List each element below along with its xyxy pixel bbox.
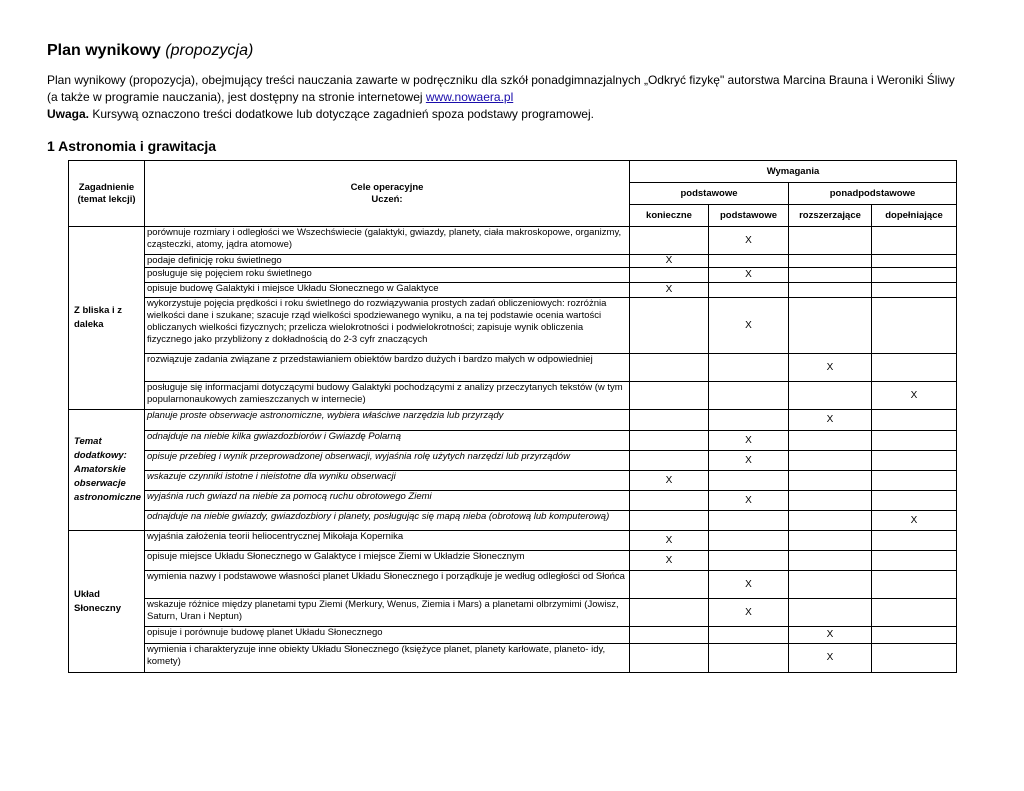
goal-cell: wyjaśnia założenia teorii heliocentrycznej Mikołaja Kopernika — [145, 531, 630, 551]
requirement-level-3-cell — [789, 571, 872, 599]
requirement-level-4-cell — [872, 627, 957, 644]
requirement-level-1-cell — [630, 451, 709, 471]
requirement-level-2-cell — [709, 511, 789, 531]
note-label: Uwaga. — [47, 107, 90, 121]
requirement-level-1-cell — [630, 491, 709, 511]
goal-cell: wyjaśnia ruch gwiazd na niebie za pomocą ruchu obrotowego Ziemi — [145, 491, 630, 511]
requirement-level-4-cell — [872, 599, 957, 627]
requirement-level-1-cell — [630, 382, 709, 410]
goal-cell: rozwiązuje zadania związane z przedstawianiem obiektów bardzo dużych i bardzo małych w odpowiedniej — [145, 354, 630, 382]
requirement-level-4-cell — [872, 431, 957, 451]
requirement-level-4-cell — [872, 227, 957, 255]
requirement-level-4-cell — [872, 451, 957, 471]
goal-cell: opisuje i porównuje budowę planet Układu Słonecznego — [145, 627, 630, 644]
table-row — [69, 298, 957, 354]
requirement-level-3-cell: X — [789, 410, 872, 431]
requirement-level-4-cell — [872, 531, 957, 551]
requirement-level-3-cell — [789, 531, 872, 551]
note-paragraph — [47, 106, 962, 123]
goal-cell: opisuje przebieg i wynik przeprowadzonej obserwacji, wyjaśnia rolę użytych narzędzi lub przyrządów — [145, 451, 630, 471]
goal-cell: planuje proste obserwacje astronomiczne, wybiera właściwe narzędzia lub przyrządy — [145, 410, 630, 431]
requirement-level-3-cell — [789, 268, 872, 283]
table-row — [69, 471, 957, 491]
requirement-level-1-cell: X — [630, 255, 709, 268]
requirement-level-1-cell — [630, 511, 709, 531]
table-row — [69, 283, 957, 298]
requirement-level-2-cell: X — [709, 491, 789, 511]
table-row — [69, 491, 957, 511]
goal-cell: wskazuje różnice między planetami typu Ziemi (Merkury, Wenus, Ziemia i Mars) a planetami olbrzymimi (Jowisz, Saturn, Uran i Neptun) — [145, 599, 630, 627]
requirement-level-3-cell: X — [789, 354, 872, 382]
table-row — [69, 451, 957, 471]
requirement-level-4-cell — [872, 268, 957, 283]
goal-cell: posługuje się pojęciem roku świetlnego — [145, 268, 630, 283]
requirement-level-2-cell: X — [709, 227, 789, 255]
table-row — [69, 382, 957, 410]
requirement-level-4-cell: X — [872, 382, 957, 410]
requirement-level-2-cell — [709, 644, 789, 673]
requirement-level-3-cell: X — [789, 627, 872, 644]
table-row — [69, 268, 957, 283]
topic-cell: Z bliska i z daleka — [69, 227, 145, 410]
requirement-level-4-cell: X — [872, 511, 957, 531]
requirement-level-3-cell: X — [789, 644, 872, 673]
requirement-level-1-cell — [630, 644, 709, 673]
requirement-level-1-cell: X — [630, 551, 709, 571]
requirement-level-4-cell — [872, 283, 957, 298]
topic-cell: Układ Słoneczny — [69, 531, 145, 673]
header-advanced: ponadpodstawowe — [789, 183, 957, 205]
requirement-level-4-cell — [872, 644, 957, 673]
requirement-level-4-cell — [872, 571, 957, 599]
table-row — [69, 551, 957, 571]
requirement-level-3-cell — [789, 599, 872, 627]
requirement-level-4-cell — [872, 471, 957, 491]
requirement-level-1-cell — [630, 354, 709, 382]
goal-cell: odnajduje na niebie kilka gwiazdozbiorów i Gwiazdę Polarną — [145, 431, 630, 451]
requirement-level-2-cell: X — [709, 431, 789, 451]
requirement-level-2-cell: X — [709, 268, 789, 283]
requirement-level-2-cell: X — [709, 298, 789, 354]
header-col-rozszerzajace: rozszerzające — [789, 205, 872, 227]
requirement-level-1-cell — [630, 410, 709, 431]
note-text: Kursywą oznaczono treści dodatkowe lub dotyczące zagadnień spoza podstawy programowej. — [89, 107, 594, 121]
requirement-level-1-cell — [630, 599, 709, 627]
goal-cell: wymienia i charakteryzuje inne obiekty Układu Słonecznego (księżyce planet, planety karłowate, planeto- idy, komety) — [145, 644, 630, 673]
header-goals — [145, 161, 630, 227]
intro-paragraph — [47, 72, 962, 106]
requirement-level-3-cell — [789, 227, 872, 255]
table-row — [69, 599, 957, 627]
goal-cell: posługuje się informacjami dotyczącymi budowy Galaktyki pochodzącymi z analizy przeczytanych tekstów (w tym popularnonaukowych zamieszczanych w internecie) — [145, 382, 630, 410]
requirement-level-4-cell — [872, 354, 957, 382]
requirement-level-2-cell: X — [709, 571, 789, 599]
requirement-level-1-cell — [630, 227, 709, 255]
goal-cell: porównuje rozmiary i odległości we Wszechświecie (galaktyki, gwiazdy, planety, ciała makroskopowe, organizmy, cząsteczki, atomy, jądra atomowe) — [145, 227, 630, 255]
requirement-level-4-cell — [872, 298, 957, 354]
requirement-level-4-cell — [872, 491, 957, 511]
requirement-level-3-cell — [789, 511, 872, 531]
goal-cell: odnajduje na niebie gwiazdy, gwiazdozbiory i planety, posługując się mapą nieba (obrotową lub komputerową) — [145, 511, 630, 531]
section-title: 1 Astronomia i grawitacja — [47, 138, 217, 154]
requirement-level-4-cell — [872, 551, 957, 571]
requirement-level-1-cell — [630, 268, 709, 283]
requirement-level-2-cell — [709, 531, 789, 551]
requirement-level-2-cell — [709, 627, 789, 644]
table-row — [69, 571, 957, 599]
goal-cell: wymienia nazwy i podstawowe własności planet Układu Słonecznego i porządkuje je według odległości od Słońca — [145, 571, 630, 599]
requirement-level-3-cell — [789, 471, 872, 491]
header-col-konieczne: konieczne — [630, 205, 709, 227]
header-goals-line1: Cele operacyjne — [350, 181, 424, 193]
requirement-level-1-cell — [630, 571, 709, 599]
header-goals-line2: Uczeń: — [371, 193, 403, 205]
requirement-level-2-cell — [709, 471, 789, 491]
table-row — [69, 627, 957, 644]
table-body — [69, 227, 957, 673]
requirement-level-3-cell — [789, 431, 872, 451]
goal-cell: opisuje budowę Galaktyki i miejsce Układu Słonecznego w Galaktyce — [145, 283, 630, 298]
requirement-level-3-cell — [789, 298, 872, 354]
requirement-level-4-cell — [872, 255, 957, 268]
requirement-level-2-cell — [709, 410, 789, 431]
requirement-level-2-cell — [709, 255, 789, 268]
requirement-level-2-cell — [709, 283, 789, 298]
header-basic: podstawowe — [630, 183, 789, 205]
requirements-table — [68, 160, 957, 673]
requirement-level-3-cell — [789, 451, 872, 471]
goal-cell: wskazuje czynniki istotne i nieistotne dla wyniku obserwacji — [145, 471, 630, 491]
table-row — [69, 511, 957, 531]
table-row — [69, 644, 957, 673]
requirement-level-3-cell — [789, 551, 872, 571]
requirement-level-3-cell — [789, 491, 872, 511]
requirement-level-1-cell — [630, 298, 709, 354]
requirement-level-3-cell — [789, 283, 872, 298]
goal-cell: wykorzystuje pojęcia prędkości i roku świetlnego do rozwiązywania prostych zadań obliczeniowych: rozróżnia wielkości dane i szukane; szacuje rząd wielkości spodziewanego wyniku, a na tej podstawie ocenia wartości obliczanych wielkości fizycznych; przelicza wielokrotności i podwielokrotności; zapisuje wynik obliczenia fizycznego jako przybliżony z dokładnością do 2-3 cyfr znaczących — [145, 298, 630, 354]
requirement-level-2-cell — [709, 551, 789, 571]
requirement-level-2-cell — [709, 382, 789, 410]
requirement-level-2-cell: X — [709, 451, 789, 471]
requirement-level-3-cell — [789, 382, 872, 410]
requirement-level-2-cell — [709, 354, 789, 382]
header-topic: Zagadnienie (temat lekcji) — [69, 161, 145, 227]
title-sub: (propozycja) — [165, 42, 254, 59]
goal-cell: podaje definicję roku świetlnego — [145, 255, 630, 268]
page-header — [47, 40, 962, 168]
table-header — [69, 161, 957, 227]
requirement-level-4-cell — [872, 410, 957, 431]
requirement-level-1-cell — [630, 431, 709, 451]
nowaera-link[interactable]: www.nowaera.pl — [425, 90, 514, 104]
table-row — [69, 227, 957, 255]
requirement-level-2-cell: X — [709, 599, 789, 627]
requirement-level-1-cell: X — [630, 283, 709, 298]
requirement-level-1-cell: X — [630, 471, 709, 491]
intro-text: Plan wynikowy (propozycja), obejmujący treści nauczania zawarte w podręczniku dla szkół ponadgimnazjalnych „Odkryć fizykę" autorstwa Marcina Brauna i Weroniki Śliwy (a także w programie nauczania), jest dostępny na stronie internetowej — [47, 73, 955, 104]
title-main: Plan wynikowy — [47, 42, 161, 59]
table-row — [69, 410, 957, 431]
table-row — [69, 255, 957, 268]
table-row — [69, 531, 957, 551]
topic-cell: Temat dodatkowy: Amatorskie obserwacje astronomiczne — [69, 410, 145, 531]
requirement-level-1-cell: X — [630, 531, 709, 551]
requirement-level-3-cell — [789, 255, 872, 268]
header-col-podstawowe: podstawowe — [709, 205, 789, 227]
header-requirements: Wymagania — [630, 161, 957, 183]
requirement-level-1-cell — [630, 627, 709, 644]
header-col-dopelniajace: dopełniające — [872, 205, 957, 227]
table-row — [69, 354, 957, 382]
page-title — [47, 40, 962, 62]
goal-cell: opisuje miejsce Układu Słonecznego w Galaktyce i miejsce Ziemi w Układzie Słonecznym — [145, 551, 630, 571]
table-row — [69, 431, 957, 451]
